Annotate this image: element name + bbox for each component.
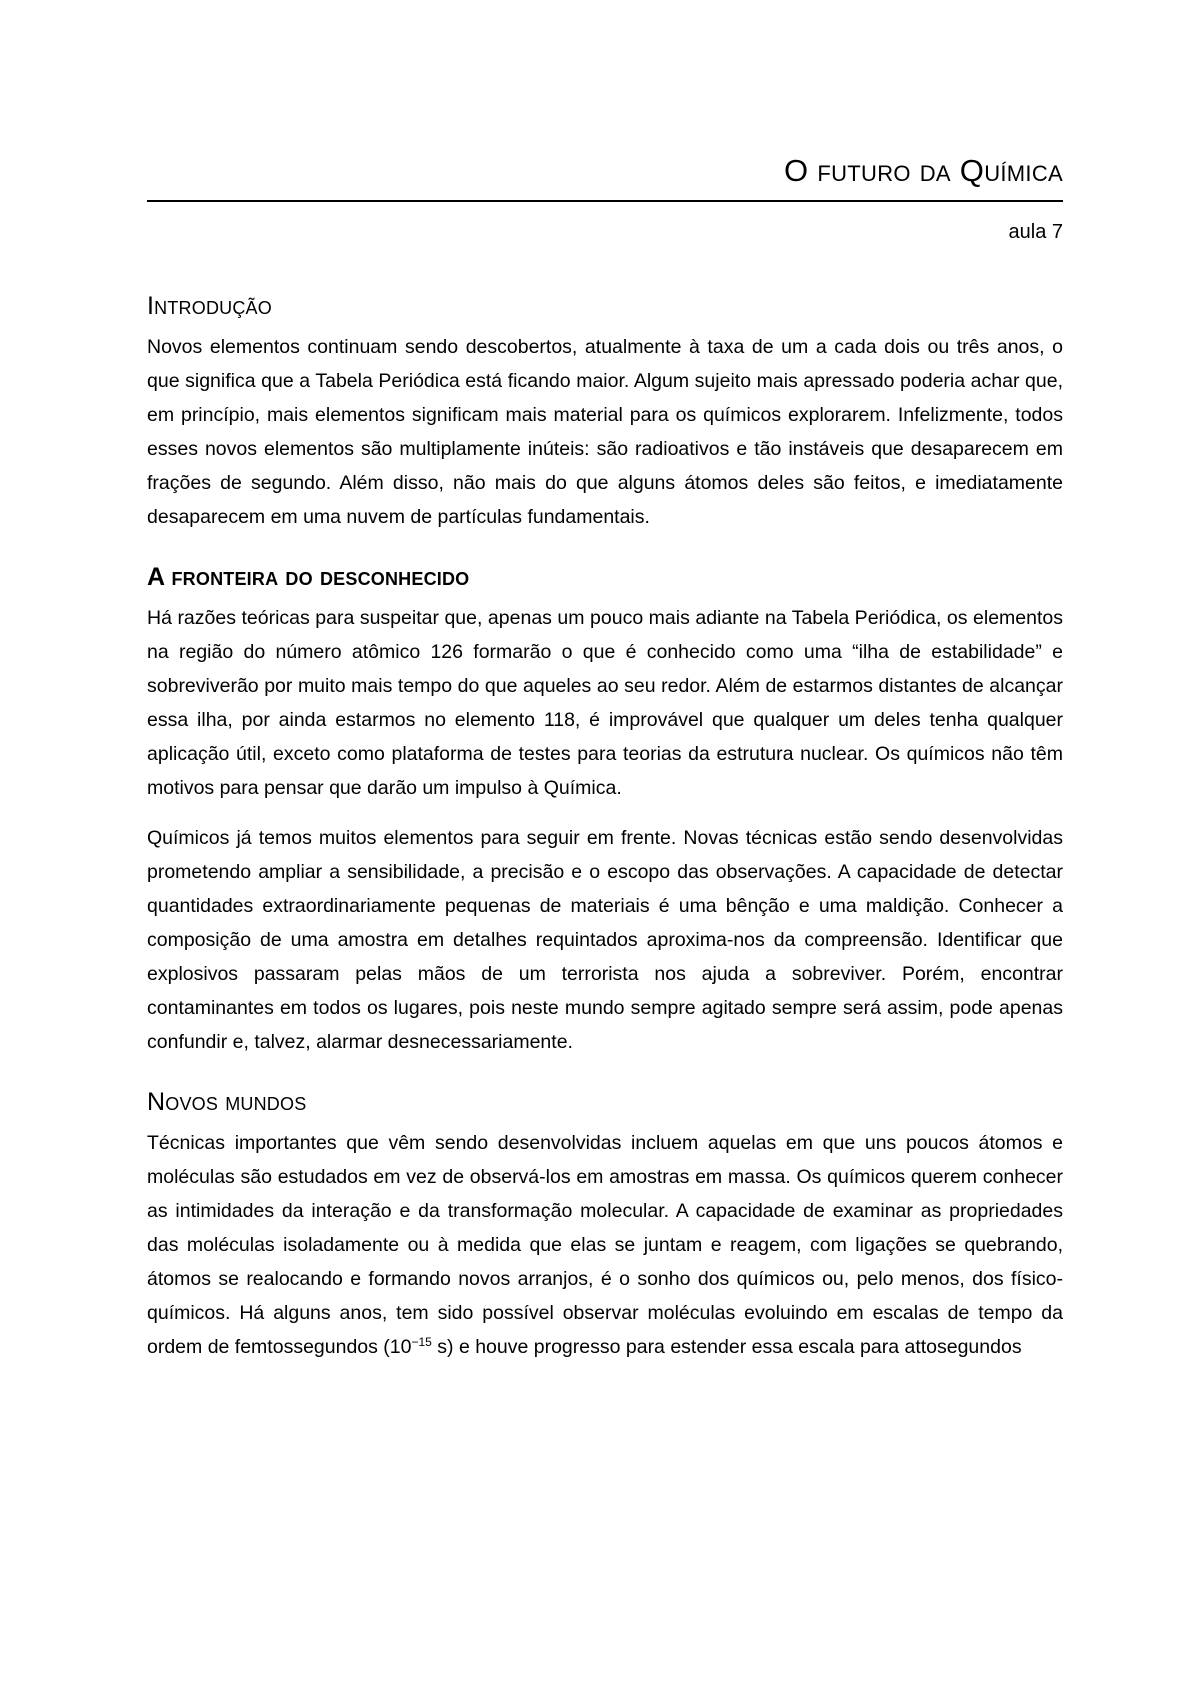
document-body [147, 290, 1063, 1364]
lesson-label: aula 7 [1008, 221, 1063, 243]
exponent: −15 [411, 1335, 432, 1349]
paragraph-text-tail: s) e houve progresso para estender essa escala para attosegundos [431, 1336, 1022, 1358]
paragraph: Há razões teóricas para suspeitar que, apenas um pouco mais adiante na Tabela Periódica, os elementos na região do número atômico 126 formarão o que é conhecido como uma “ilha de estabilidade” e sobreviverão por muito mais tempo do que aqueles ao seu redor. Além de estarmos distantes de alcançar essa ilha, por ainda estarmos no elemento 118, é improvável que qualquer um deles tenha qualquer aplicação útil, exceto como plataforma de testes para teorias da estrutura nuclear. Os químicos não têm motivos para pensar que darão um impulso à Química. [147, 607, 1063, 799]
document-title: O futuro da Química [784, 153, 1063, 188]
section-heading-fronteira: A fronteira do desconhecido [147, 563, 470, 591]
paragraph-text: Técnicas importantes que vêm sendo desenvolvidas incluem aquelas em que uns poucos átomos e moléculas são estudados em vez de observá-los em amostras em massa. Os químicos querem conhecer as intimidades da interação e da transformação molecular. A capacidade de examinar as propriedades das moléculas isoladamente ou à medida que elas se juntam e reagem, com ligações se quebrando, átomos se realocando e formando novos arranjos, é o sonho dos químicos ou, pelo menos, dos físico-químicos. Há alguns anos, tem sido possível observar moléculas evoluindo em escalas de tempo da ordem de femtossegundos (10 [147, 1132, 1063, 1358]
section-heading-introducao: Introdução [147, 292, 272, 320]
document-page [147, 0, 1063, 1696]
section-heading-novos-mundos: Novos mundos [147, 1088, 307, 1116]
header-divider [147, 200, 1063, 202]
paragraph: Novos elementos continuam sendo descobertos, atualmente à taxa de um a cada dois ou três anos, o que significa que a Tabela Periódica está ficando maior. Algum sujeito mais apressado poderia achar que, em princípio, mais elementos significam mais material para os químicos explorarem. Infelizmente, todos esses novos elementos são multiplamente inúteis: são radioativos e tão instáveis que desaparecem em frações de segundo. Além disso, não mais do que alguns átomos deles são feitos, e imediatamente desaparecem em uma nuvem de partículas fundamentais. [147, 336, 1063, 528]
paragraph: Químicos já temos muitos elementos para seguir em frente. Novas técnicas estão sendo desenvolvidas prometendo ampliar a sensibilidade, a precisão e o escopo das observações. A capacidade de detectar quantidades extraordinariamente pequenas de materiais é uma bênção e uma maldição. Conhecer a composição de uma amostra em detalhes requintados aproxima-nos da compreensão. Identificar que explosivos passaram pelas mãos de um terrorista nos ajuda a sobreviver. Porém, encontrar contaminantes em todos os lugares, pois neste mundo sempre agitado sempre será assim, pode apenas confundir e, talvez, alarmar desnecessariamente. [147, 827, 1063, 1053]
paragraph [147, 1126, 1063, 1364]
